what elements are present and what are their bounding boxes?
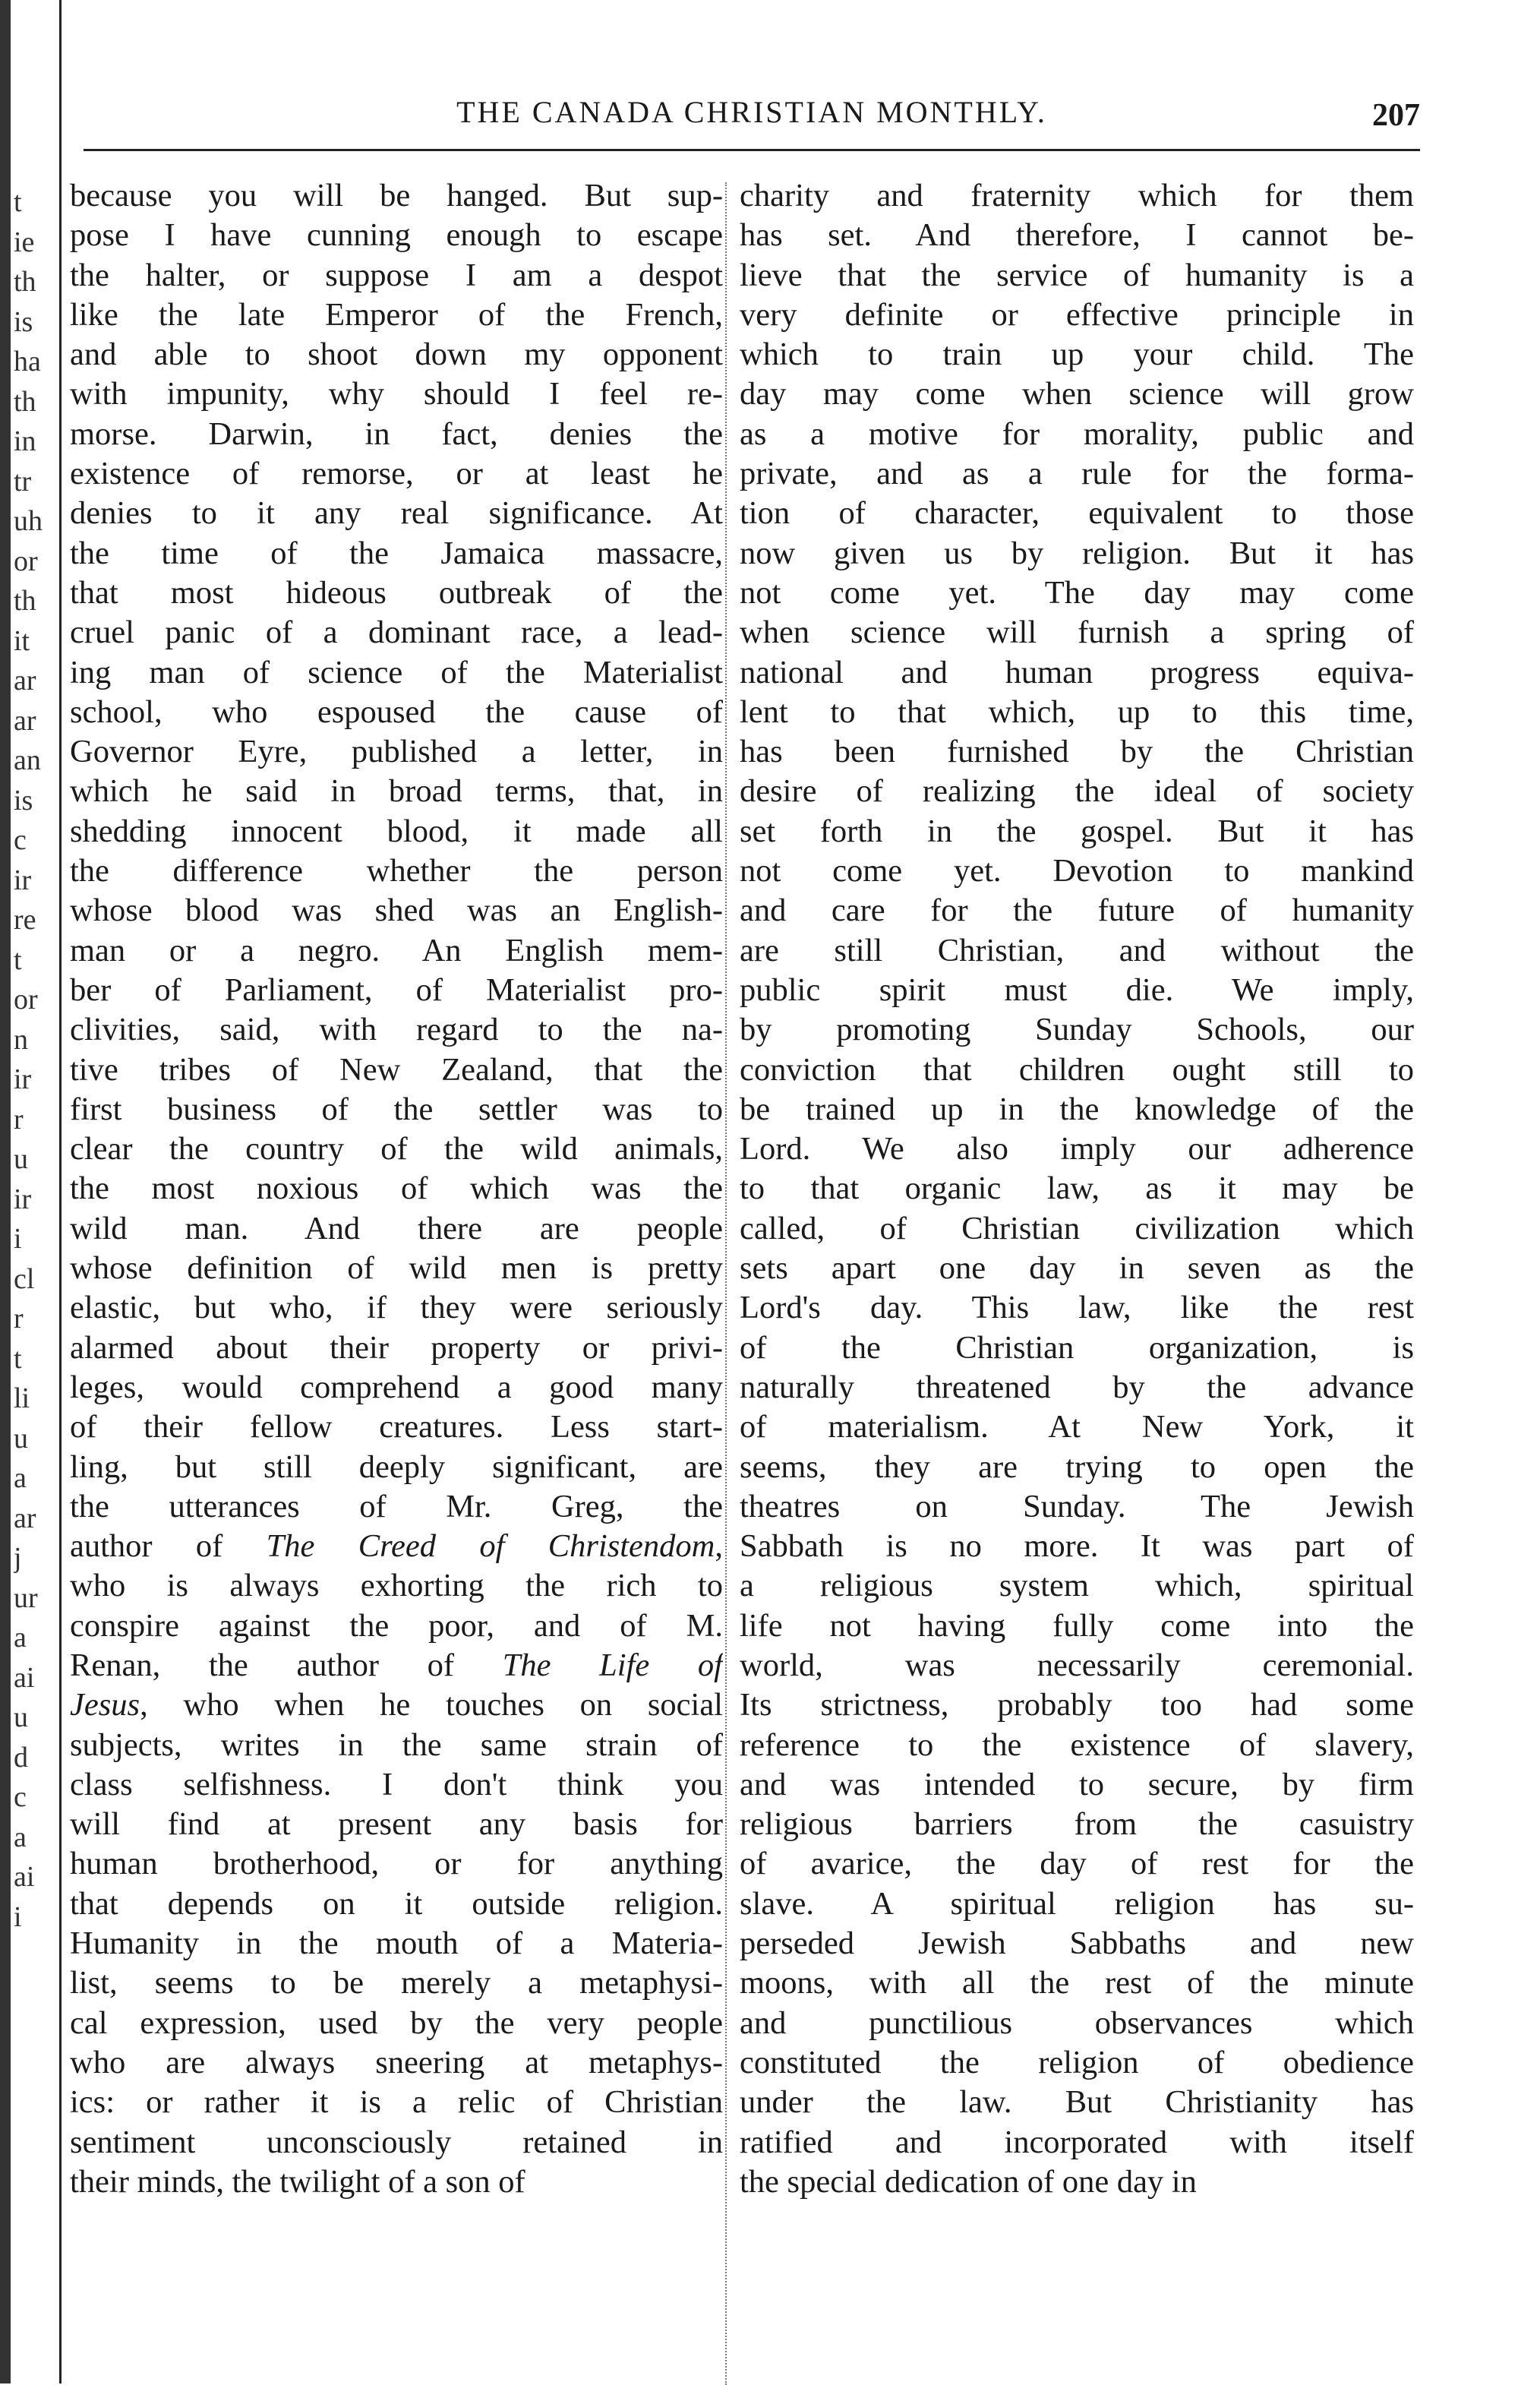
text-line: not come yet. The day may come (740, 574, 1414, 611)
text-line: clear the country of the wild animals, (70, 1131, 723, 1167)
gutter-fragment: t (14, 1342, 22, 1375)
gutter-fragment: in (14, 425, 36, 457)
text-line: and was intended to secure, by firm (740, 1766, 1414, 1802)
gutter-fragment: is (14, 305, 33, 338)
text-line: a religious system which, spiritual (740, 1568, 1414, 1604)
gutter-fragment: cl (14, 1262, 35, 1295)
gutter-fragment: u (14, 1422, 28, 1455)
gutter-fragment: or (14, 545, 38, 577)
text-line: the halter, or suppose I am a despot (70, 257, 723, 293)
text-line: existence of remorse, or at least he (70, 456, 723, 492)
text-line: when science will furnish a spring of (740, 614, 1414, 651)
text-line: theatres on Sunday. The Jewish (740, 1488, 1414, 1524)
gutter-fragment: re (14, 904, 36, 936)
text-line: list, seems to be merely a metaphysi- (70, 1965, 723, 2001)
gutter-fragment: th (14, 385, 36, 418)
gutter-fragment: u (14, 1143, 28, 1175)
text-line: class selfishness. I don't think you (70, 1766, 723, 1802)
text-line: constituted the religion of obedience (740, 2044, 1414, 2080)
gutter-fragment: it (14, 624, 30, 657)
text-line: denies to it any real significance. At (70, 495, 723, 532)
text-line: Sabbath is no more. It was part of (740, 1528, 1414, 1565)
text-line: naturally threatened by the advance (740, 1369, 1414, 1405)
gutter-fragment: r (14, 1303, 24, 1335)
text-line: clivities, said, with regard to the na- (70, 1012, 723, 1048)
text-line: the utterances of Mr. Greg, the (70, 1488, 723, 1524)
text-line: that depends on it outside religion. (70, 1885, 723, 1922)
page-header (84, 90, 1420, 143)
gutter-fragment: tr (14, 465, 32, 498)
text-line: cruel panic of a dominant race, a lead- (70, 614, 723, 651)
gutter-fragment: ie (14, 226, 35, 258)
text-line: ratified and incorporated with itself (740, 2124, 1414, 2160)
gutter-fragment: ir (14, 1063, 32, 1095)
text-line: national and human progress equiva- (740, 654, 1414, 690)
text-line: has been furnished by the Christian (740, 734, 1414, 770)
text-line: their minds, the twilight of a son of (70, 2163, 525, 2200)
gutter-fragment: i (14, 1900, 22, 1933)
gutter-fragment: c (14, 824, 27, 856)
gutter-fragment: u (14, 1701, 28, 1733)
text-line: ling, but still deeply significant, are (70, 1448, 723, 1485)
text-line: because you will be hanged. But sup- (70, 178, 723, 213)
text-line: slave. A spiritual religion has su- (740, 1885, 1414, 1922)
gutter-fragment: li (14, 1382, 30, 1414)
text-line: very definite or effective principle in (740, 296, 1414, 333)
gutter-fragment: ar (14, 665, 36, 697)
text-line: set forth in the gospel. But it has (740, 813, 1414, 849)
gutter-fragment: n (14, 1023, 28, 1056)
text-line: and care for the future of humanity (740, 892, 1414, 929)
text-line: ing man of science of the Materialist (70, 654, 723, 690)
text-line: wild man. And there are people (70, 1210, 723, 1246)
left-column (70, 176, 723, 2202)
text-line: Jesus, who when he touches on social (70, 1687, 723, 1723)
gutter-fragment: j (14, 1542, 22, 1574)
page-number: 207 (1372, 98, 1420, 133)
text-line: like the late Emperor of the French, (70, 296, 723, 333)
gutter-fragment: ai (14, 1661, 35, 1694)
header-rule (84, 149, 1420, 151)
text-line: lieve that the service of humanity is a (740, 257, 1414, 293)
right-column (740, 176, 1414, 2202)
text-line: cal expression, used by the very people (70, 2004, 723, 2041)
text-line: are still Christian, and without the (740, 932, 1414, 968)
text-line: which to train up your child. The (740, 336, 1414, 373)
text-line: of materialism. At New York, it (740, 1409, 1414, 1445)
text-line: lent to that which, up to this time, (740, 693, 1414, 730)
text-line: whose blood was shed was an English- (70, 892, 723, 929)
text-line: not come yet. Devotion to mankind (740, 853, 1414, 889)
text-line: sets apart one day in seven as the (740, 1250, 1414, 1287)
running-head: THE CANADA CHRISTIAN MONTHLY. (456, 95, 1047, 129)
text-line: has set. And therefore, I cannot be- (740, 217, 1414, 254)
text-line: school, who espoused the cause of (70, 693, 723, 730)
gutter-fragment: uh (14, 505, 43, 537)
text-line: world, was necessarily ceremonial. (740, 1647, 1414, 1683)
text-line: Lord's day. This law, like the rest (740, 1290, 1414, 1326)
text-line: first business of the settler was to (70, 1091, 723, 1127)
text-line: who is always exhorting the rich to (70, 1568, 723, 1604)
gutter-fragment: ar (14, 704, 36, 737)
text-line: sentiment unconsciously retained in (70, 2124, 723, 2160)
text-line: called, of Christian civilization which (740, 1210, 1414, 1246)
text-line: the special dedication of one day in (740, 2163, 1197, 2200)
text-line: conviction that children ought still to (740, 1051, 1414, 1088)
text-line: alarmed about their property or privi- (70, 1329, 723, 1366)
text-line: shedding innocent blood, it made all (70, 813, 723, 849)
text-line: human brotherhood, or for anything (70, 1846, 723, 1882)
text-line: now given us by religion. But it has (740, 535, 1414, 571)
text-line: public spirit must die. We imply, (740, 971, 1414, 1008)
text-line: reference to the existence of slavery, (740, 1726, 1414, 1763)
text-line: seems, they are trying to open the (740, 1448, 1414, 1485)
text-line: man or a negro. An English mem- (70, 932, 723, 968)
gutter-fragment: is (14, 784, 33, 817)
text-line: as a motive for morality, public and (740, 415, 1414, 452)
text-line: morse. Darwin, in fact, denies the (70, 415, 723, 452)
gutter-fragment: th (14, 266, 36, 298)
text-line: life not having fully come into the (740, 1607, 1414, 1644)
text-line: by promoting Sunday Schools, our (740, 1012, 1414, 1048)
gutter-fragment: r (14, 1103, 24, 1136)
text-line: and punctilious observances which (740, 2004, 1414, 2041)
text-line: be trained up in the knowledge of the (740, 1091, 1414, 1127)
text-line: with impunity, why should I feel re- (70, 376, 723, 412)
text-line: leges, would comprehend a good many (70, 1369, 723, 1405)
text-line: subjects, writes in the same strain of (70, 1726, 723, 1763)
gutter-fragment: c (14, 1781, 27, 1813)
gutter-fragment: ir (14, 864, 32, 896)
text-line: the difference whether the person (70, 853, 723, 889)
page-gutter (0, 0, 62, 2383)
gutter-fragment: a (14, 1821, 27, 1853)
text-line: Humanity in the mouth of a Materia- (70, 1925, 723, 1962)
gutter-fragment: a (14, 1622, 27, 1654)
text-line: that most hideous outbreak of the (70, 574, 723, 611)
text-line: desire of realizing the ideal of society (740, 773, 1414, 810)
text-line: moons, with all the rest of the minute (740, 1965, 1414, 2001)
gutter-fragment: ur (14, 1581, 38, 1614)
gutter-fragment: an (14, 744, 41, 776)
text-line: and able to shoot down my opponent (70, 336, 723, 373)
text-line: charity and fraternity which for them (740, 178, 1414, 213)
text-line: of avarice, the day of rest for the (740, 1846, 1414, 1882)
gutter-fragment: t (14, 943, 22, 976)
binding-shadow (0, 0, 11, 2383)
column-divider (725, 182, 727, 2385)
text-line: author of The Creed of Christendom, (70, 1528, 723, 1565)
text-line: who are always sneering at metaphys- (70, 2044, 723, 2080)
gutter-fragment: ar (14, 1502, 36, 1534)
text-line: of the Christian organization, is (740, 1329, 1414, 1366)
text-line: to that organic law, as it may be (740, 1170, 1414, 1207)
text-line: tive tribes of New Zealand, that the (70, 1051, 723, 1088)
text-line: elastic, but who, if they were seriously (70, 1290, 723, 1326)
gutter-fragment: t (14, 186, 22, 218)
text-line: Its strictness, probably too had some (740, 1687, 1414, 1723)
text-line: whose definition of wild men is pretty (70, 1250, 723, 1287)
text-line: ics: or rather it is a relic of Christian (70, 2084, 723, 2121)
previous-page-fragments (14, 182, 56, 1937)
gutter-fragment: or (14, 984, 38, 1016)
text-line: of their fellow creatures. Less start- (70, 1409, 723, 1445)
text-line: day may come when science will grow (740, 376, 1414, 412)
gutter-fragment: i (14, 1223, 22, 1255)
gutter-fragment: th (14, 585, 36, 617)
text-line: private, and as a rule for the forma- (740, 456, 1414, 492)
text-line: Governor Eyre, published a letter, in (70, 734, 723, 770)
text-line: tion of character, equivalent to those (740, 495, 1414, 532)
text-line: Renan, the author of The Life of (70, 1647, 723, 1683)
text-line: the time of the Jamaica massacre, (70, 535, 723, 571)
gutter-fragment: ai (14, 1861, 35, 1893)
text-line: perseded Jewish Sabbaths and new (740, 1925, 1414, 1962)
gutter-fragment: ir (14, 1183, 32, 1215)
gutter-fragment: a (14, 1462, 27, 1494)
text-line: conspire against the poor, and of M. (70, 1607, 723, 1644)
text-line: which he said in broad terms, that, in (70, 773, 723, 810)
text-line: pose I have cunning enough to escape (70, 217, 723, 254)
gutter-fragment: d (14, 1741, 28, 1774)
text-line: under the law. But Christianity has (740, 2084, 1414, 2121)
text-line: Lord. We also imply our adherence (740, 1131, 1414, 1167)
text-line: the most noxious of which was the (70, 1170, 723, 1207)
text-line: ber of Parliament, of Materialist pro- (70, 971, 723, 1008)
text-line: will find at present any basis for (70, 1806, 723, 1843)
text-line: religious barriers from the casuistry (740, 1806, 1414, 1843)
gutter-fragment: ha (14, 346, 41, 377)
